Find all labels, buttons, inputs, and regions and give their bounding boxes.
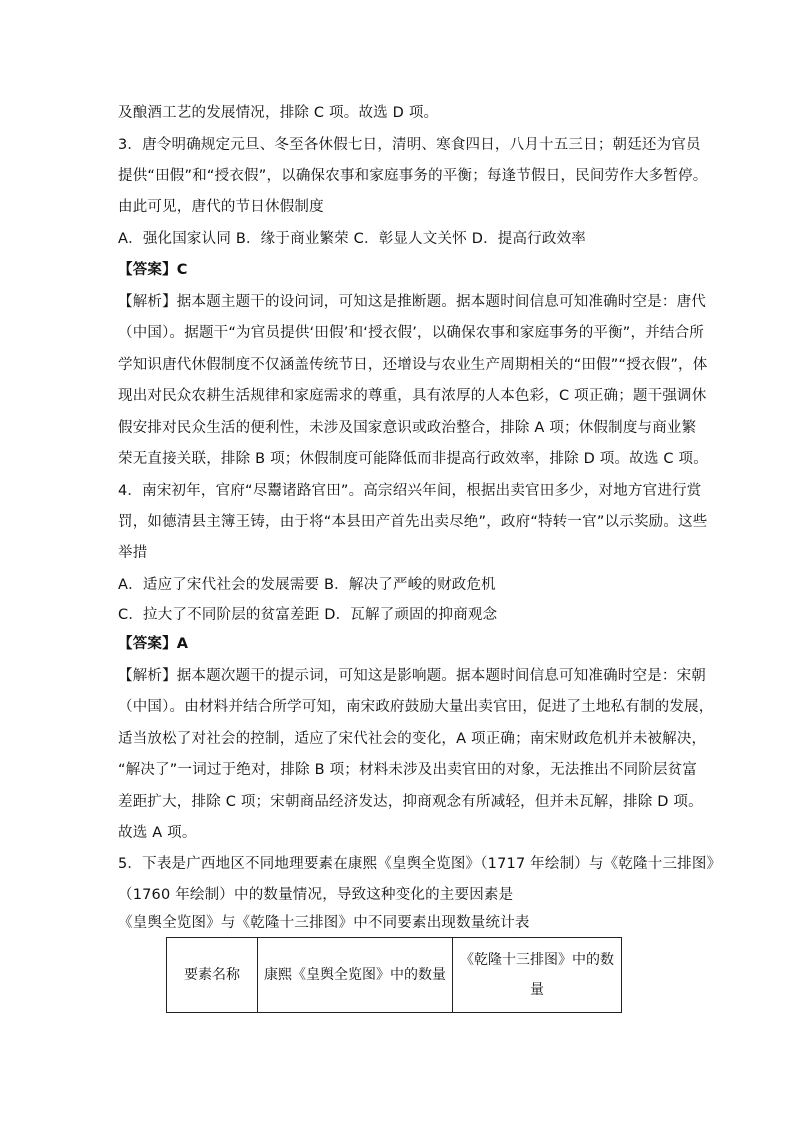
question-4-options: A．适应了宋代社会的发展需要 B．解决了严峻的财政危机 [118, 577, 496, 593]
text-line: 故选 A 项。 [118, 825, 197, 841]
text-line: 荣无直接关联，排除 B 项；休假制度可能降低而非提高行政效率，排除 D 项。故选 C 项。 [118, 451, 708, 467]
text-line: 学知识唐代休假制度不仅涵盖传统节日，还增设与农业生产周期相关的“田假”“授衣假”，体 [118, 357, 708, 373]
table-header-cell: 要素名称 [167, 938, 258, 1013]
text-line: 举措 [118, 545, 148, 561]
text-line: 提供“田假”和“授衣假”，以确保农事和家庭事务的平衡；每逢节假日，民间劳作大多暂停。 [118, 168, 708, 184]
table-header-line: 量 [530, 982, 544, 998]
statistics-table [166, 937, 622, 1013]
question-4-stem: 4．南宋初年，官府“尽鬻诸路官田”。高宗绍兴年间，根据出卖官田多少，对地方官进行赏 [118, 483, 702, 499]
table-header-row [167, 938, 622, 1013]
analysis-text: 【解析】据本题主题干的设问词，可知这是推断题。据本题时间信息可知准确时空是：唐代 [118, 294, 706, 310]
text-line: 假安排对民众生活的便利性，未涉及国家意识或政治整合，排除 A 项；休假制度与商业繁 [118, 420, 697, 436]
text-line: 适当放松了对社会的控制，适应了宋代社会的变化，A 项正确；南宋财政危机并未被解决， [118, 731, 707, 747]
question-5-stem: 5．下表是广西地区不同地理要素在康熙《皇舆全览图》（1717 年绘制）与《乾隆十三排图》 [118, 856, 722, 872]
table-header-cell: 康熙《皇舆全览图》中的数量 [258, 938, 453, 1013]
text-line: 现出对民众农耕生活规律和家庭需求的尊重，具有浓厚的人本色彩，C 项正确；题干强调休 [118, 388, 707, 404]
text-line: “解决了”一词过于绝对，排除 B 项；材料未涉及出卖官田的对象，无法推出不同阶层贫富 [118, 762, 698, 778]
question-3-stem: 3．唐令明确规定元旦、冬至各休假七日，清明、寒食四日，八月十五三日；朝廷还为官员 [118, 137, 701, 153]
answer-label: 【答案】A [118, 636, 189, 652]
text-line: （中国）。据题干“为官员提供‘田假’和‘授衣假’，以确保农事和家庭事务的平衡”，并结合所 [118, 325, 705, 341]
text-line: 由此可见，唐代的节日休假制度 [118, 199, 324, 215]
answer-label: 【答案】C [118, 262, 188, 278]
text-line: 罚，如德清县主簿王铸，由于将“本县田产首先出卖尽绝”，政府“特转一官”以示奖励。这些 [118, 514, 708, 530]
table-header-cell [453, 938, 622, 1013]
analysis-text: 【解析】据本题次题干的提示词，可知这是影响题。据本题时间信息可知准确时空是：宋朝 [118, 668, 706, 684]
text-line: （中国）。由材料并结合所学可知，南宋政府鼓励大量出卖官田，促进了土地私有制的发展， [118, 699, 714, 715]
text-line: （1760 年绘制）中的数量情况，导致这种变化的主要因素是 [118, 887, 514, 903]
table-caption: 《皇舆全览图》与《乾隆十三排图》中不同要素出现数量统计表 [118, 915, 530, 931]
text-line: 及酿酒工艺的发展情况，排除 C 项。故选 D 项。 [118, 105, 439, 121]
question-4-options: C．拉大了不同阶层的贫富差距 D．瓦解了顽固的抑商观念 [118, 607, 498, 623]
question-3-options: A．强化国家认同 B．缘于商业繁荣 C．彰显人文关怀 D．提高行政效率 [118, 231, 586, 247]
table-header-line: 《乾隆十三排图》中的数 [460, 952, 614, 968]
text-line: 差距扩大，排除 C 项；宋朝商品经济发达，抑商观念有所减轻，但并未瓦解，排除 D 项。 [118, 794, 703, 810]
